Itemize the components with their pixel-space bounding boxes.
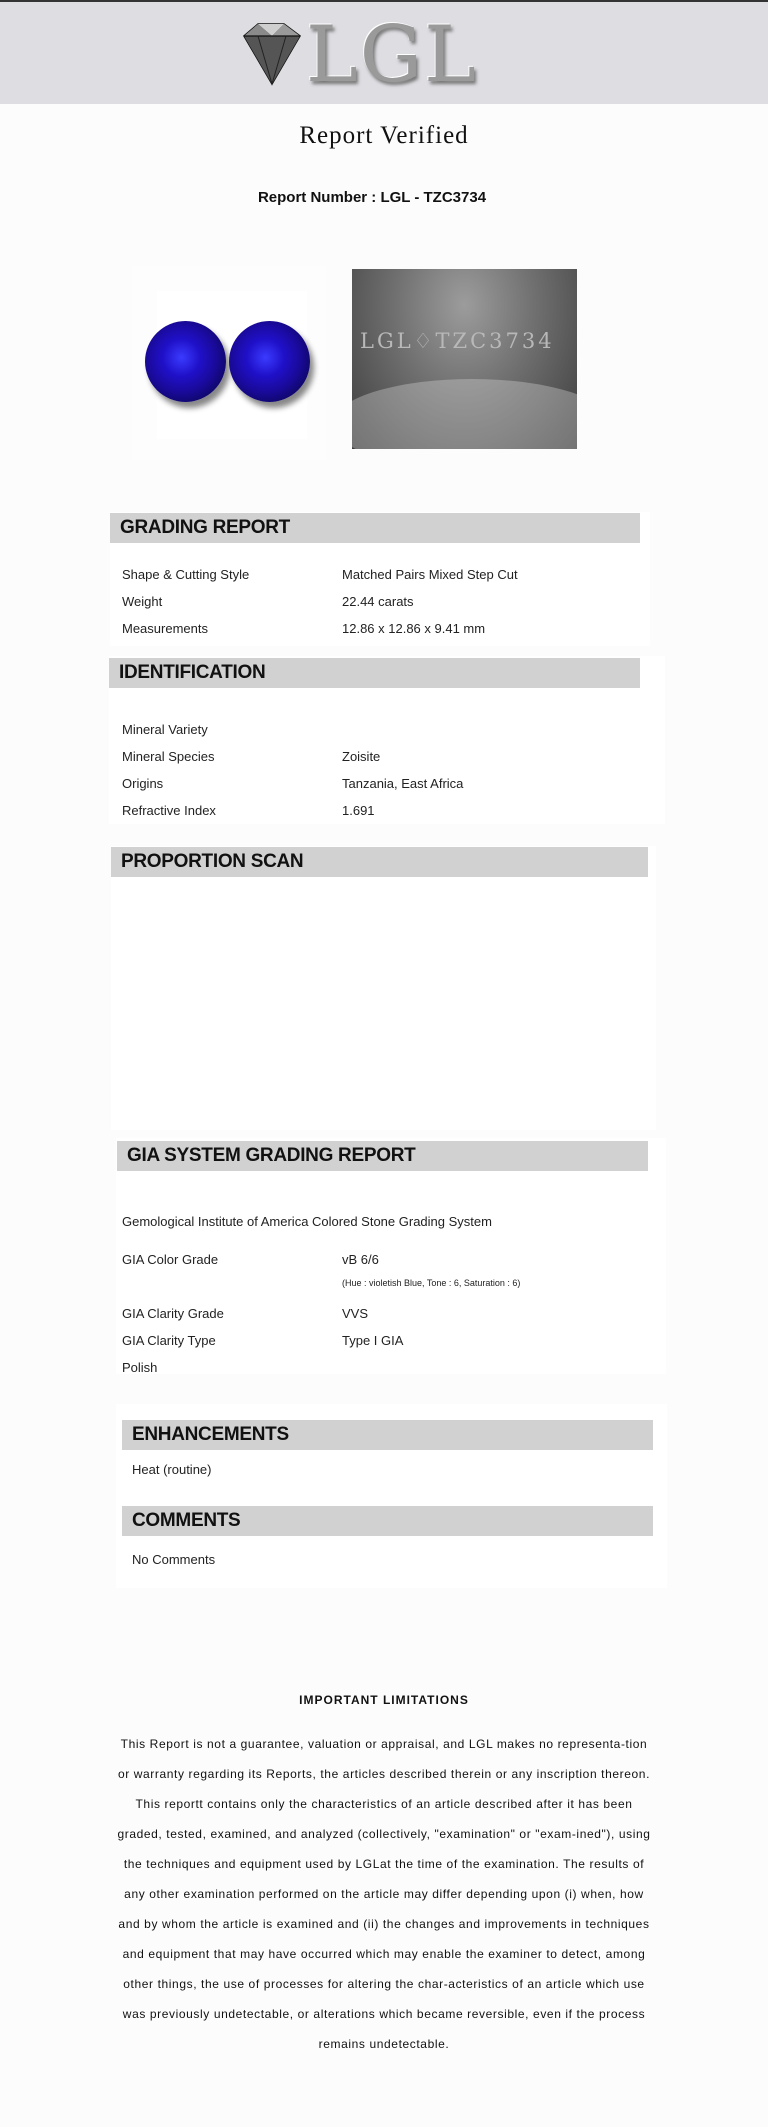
proportion-scan-card bbox=[111, 846, 656, 1130]
diamond-icon bbox=[234, 22, 306, 86]
logo-text: LGL bbox=[306, 10, 478, 100]
stones-photo bbox=[132, 266, 326, 460]
stone-left bbox=[145, 321, 226, 402]
page-title: Report Verified bbox=[299, 122, 469, 149]
row-label: Origins bbox=[122, 776, 164, 791]
row-label: GIA Clarity Grade bbox=[122, 1306, 224, 1321]
comments-text: No Comments bbox=[132, 1552, 216, 1567]
row-label: Mineral Species bbox=[122, 749, 215, 764]
stone-right bbox=[229, 321, 310, 402]
row-label: Refractive Index bbox=[122, 803, 216, 818]
proportion-scan-header: PROPORTION SCAN bbox=[111, 847, 648, 877]
row-value: 1.691 bbox=[342, 803, 375, 818]
row-value: VVS bbox=[342, 1306, 369, 1321]
grading-report-header: GRADING REPORT bbox=[110, 513, 640, 543]
identification-header: IDENTIFICATION bbox=[109, 658, 640, 688]
gia-report-header: GIA SYSTEM GRADING REPORT bbox=[117, 1141, 648, 1171]
row-value: Matched Pairs Mixed Step Cut bbox=[342, 567, 518, 582]
row-label: Shape & Cutting Style bbox=[122, 567, 250, 582]
enhancements-header: ENHANCEMENTS bbox=[122, 1420, 653, 1450]
color-grade-note: (Hue : violetish Blue, Tone : 6, Saturation : 6) bbox=[342, 1278, 521, 1288]
row-value: vB 6/6 bbox=[342, 1252, 379, 1267]
enhancements-text: Heat (routine) bbox=[132, 1462, 212, 1477]
row-label: Polish bbox=[122, 1360, 158, 1375]
report-number: Report Number : LGL - TZC3734 bbox=[257, 189, 487, 206]
row-label: GIA Color Grade bbox=[122, 1252, 219, 1267]
limitations-title: IMPORTANT LIMITATIONS bbox=[299, 1693, 469, 1707]
row-value: 12.86 x 12.86 x 9.41 mm bbox=[342, 621, 486, 636]
row-value: Tanzania, East Africa bbox=[342, 776, 464, 791]
lgl-logo bbox=[234, 10, 490, 100]
row-label: Weight bbox=[122, 594, 163, 609]
inscription-text: LGL♢TZC3734 bbox=[360, 329, 555, 353]
gia-system-name: Gemological Institute of America Colored Stone Grading System bbox=[122, 1214, 492, 1229]
limitations-text: This Report is not a guarantee, valuation or appraisal, and LGL makes no representa-tion or warranty regarding its Reports, the articles described therein or any inscription thereon. This reportt contains only the characteristics of an article described after it has been graded, tested, examined, and analyzed (collectively, "examination" or "exam-ined"), using the techniques and equipment used by LGLat the time of the examination. The results of any other examination performed on the article may differ depending upon (i) when, how and by whom the article is examined and (ii) the changes and improvements in techniques and equipment that may have occurred which may enable the examiner to detect, among other things, the use of processes for altering the char-acteristics of an article which use was previously undetectable, or alterations which became reversible, even if the process remains undetectable. bbox=[117, 1737, 651, 2051]
row-value: Type I GIA bbox=[342, 1333, 404, 1348]
comments-header: COMMENTS bbox=[122, 1506, 653, 1536]
row-value: 22.44 carats bbox=[342, 594, 414, 609]
inscription-photo bbox=[352, 269, 577, 449]
row-label: Measurements bbox=[122, 621, 208, 636]
header-banner bbox=[0, 0, 768, 104]
row-label: GIA Clarity Type bbox=[122, 1333, 216, 1348]
row-label: Mineral Variety bbox=[122, 722, 208, 737]
row-value: Zoisite bbox=[342, 749, 381, 764]
